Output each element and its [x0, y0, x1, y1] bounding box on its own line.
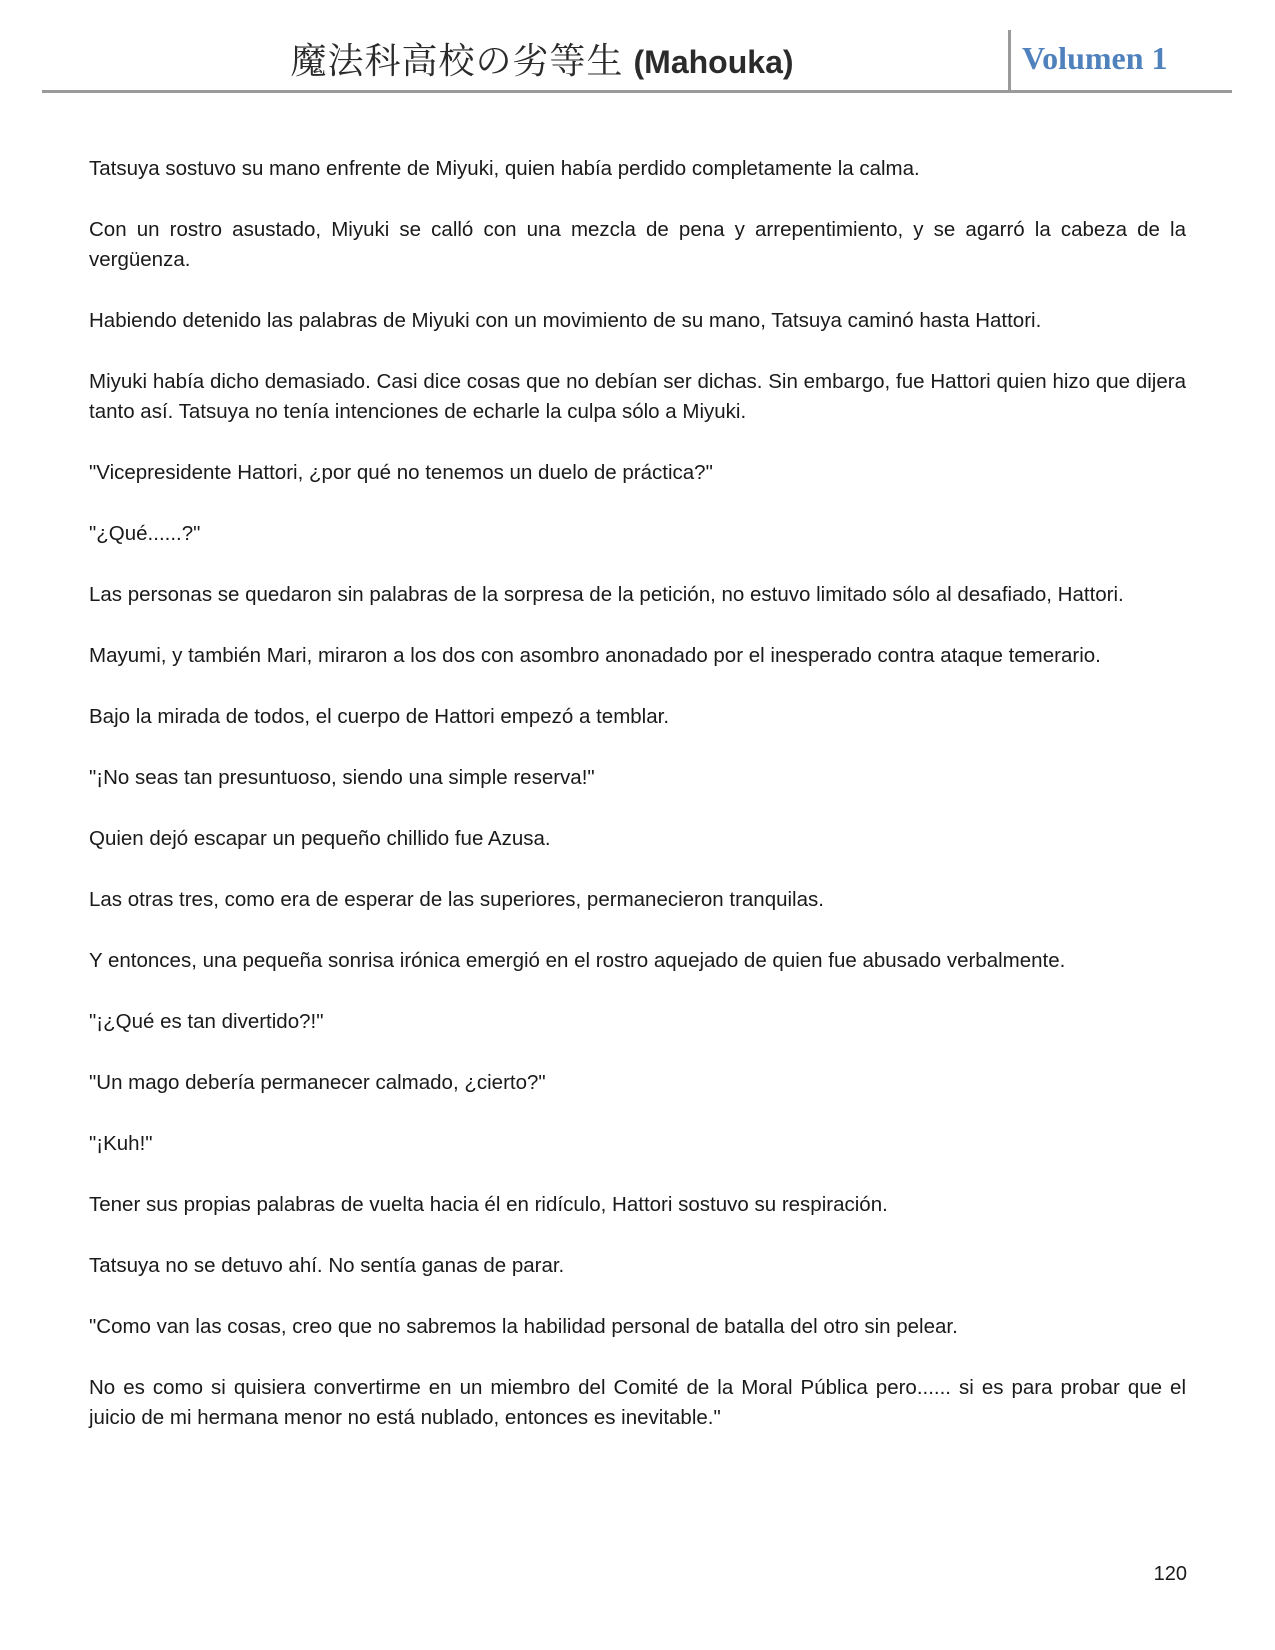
paragraph: Tener sus propias palabras de vuelta hacia él en ridículo, Hattori sostuvo su respiración.	[89, 1193, 888, 1216]
paragraph: Tatsuya sostuvo su mano enfrente de Miyuki, quien había perdido completamente la calma.	[89, 157, 920, 180]
paragraph: "Un mago debería permanecer calmado, ¿cierto?"	[89, 1071, 546, 1094]
paragraph: No es como si quisiera convertirme en un miembro del Comité de la Moral Pública pero...... si es para probar que el juicio de mi hermana menor no está nublado, entonces es inevitable."	[89, 1376, 1186, 1429]
book-title	[42, 36, 1042, 87]
paragraph: Las otras tres, como era de esperar de las superiores, permanecieron tranquilas.	[89, 888, 824, 911]
paragraph: Con un rostro asustado, Miyuki se calló con una mezcla de pena y arrepentimiento, y se agarró la cabeza de la vergüenza.	[89, 218, 1186, 271]
paragraph: Tatsuya no se detuvo ahí. No sentía ganas de parar.	[89, 1254, 565, 1277]
paragraph: "Vicepresidente Hattori, ¿por qué no tenemos un duelo de práctica?"	[89, 461, 713, 484]
paragraph: Las personas se quedaron sin palabras de la sorpresa de la petición, no estuvo limitado sólo al desafiado, Hattori.	[89, 583, 1124, 606]
paragraph: "Como van las cosas, creo que no sabremos la habilidad personal de batalla del otro sin pelear.	[89, 1315, 958, 1338]
paragraph: Quien dejó escapar un pequeño chillido fue Azusa.	[89, 827, 551, 850]
paragraph: Miyuki había dicho demasiado. Casi dice cosas que no debían ser dichas. Sin embargo, fue Hattori quien hizo que dijera tanto así. Tatsuya no tenía intenciones de echarle la culpa sólo a Miyuki.	[89, 370, 1186, 423]
page-body	[89, 154, 1186, 1433]
paragraph: "¡No seas tan presuntuoso, siendo una simple reserva!"	[89, 766, 595, 789]
book-title-japanese: 魔法科高校の劣等生	[290, 41, 624, 82]
paragraph: Mayumi, y también Mari, miraron a los dos con asombro anonadado por el inesperado contra ataque temerario.	[89, 644, 1101, 667]
page-header	[42, 28, 1232, 90]
header-rule	[42, 90, 1232, 93]
header-divider	[1008, 30, 1011, 90]
book-title-romaji: (Mahouka)	[633, 44, 794, 80]
page-number: 120	[1153, 1563, 1187, 1585]
paragraph: "¿Qué......?"	[89, 522, 201, 545]
paragraph: Bajo la mirada de todos, el cuerpo de Hattori empezó a temblar.	[89, 705, 670, 728]
paragraph: "¡¿Qué es tan divertido?!"	[89, 1010, 324, 1033]
paragraph: Y entonces, una pequeña sonrisa irónica emergió en el rostro aquejado de quien fue abusado verbalmente.	[89, 949, 1066, 972]
volume-label: Volumen 1	[1022, 40, 1168, 76]
paragraph: "¡Kuh!"	[89, 1132, 153, 1155]
paragraph: Habiendo detenido las palabras de Miyuki con un movimiento de su mano, Tatsuya caminó hasta Hattori.	[89, 309, 1042, 332]
